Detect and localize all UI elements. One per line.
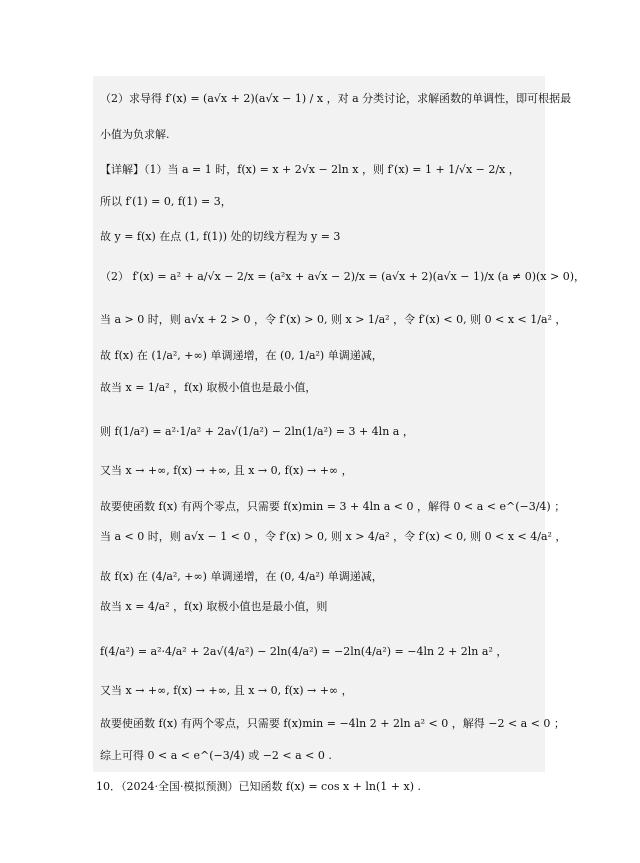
line-hint-part2: （2）求导得 f′(x) = (a√x + 2)(a√x − 1) / x ，对 a 分类讨论，求解函数的单调性，即可根据最 [100,92,572,105]
line-min-2: 故当 x = 4/a² ，f(x) 取极小值也是最小值，则 [100,600,328,613]
line-min-1: 故当 x = 1/a² ，f(x) 取极小值也是最小值， [100,381,317,394]
line-case-a-positive: 当 a > 0 时，则 a√x + 2 > 0 ，令 f′(x) > 0, 则 x > 1/a² ，令 f′(x) < 0, 则 0 < x < 1/a² ， [100,313,567,326]
question-10: 10．（2024·全国·模拟预测）已知函数 f(x) = cos x + ln(1 + x) . [96,780,421,793]
line-monotonic-2: 故 f(x) 在 (4/a², +∞) 单调递增，在 (0, 4/a²) 单调递减， [100,570,383,583]
line-limits-2: 又当 x → +∞, f(x) → +∞, 且 x → 0, f(x) → +∞ ， [100,684,353,697]
line-conclusion: 综上可得 0 < a < e^(−3/4) 或 −2 < a < 0 . [100,749,332,762]
line-min-value-1: 则 f(1/a²) = a²·1/a² + 2a√(1/a²) − 2ln(1/a²) = 3 + 4ln a ， [100,425,414,438]
line-zeros-1: 故要使函数 f(x) 有两个零点，只需要 f(x)min = 3 + 4ln a < 0 ，解得 0 < a < e^(−3/4) ； [100,500,566,513]
line-values: 所以 f′(1) = 0, f(1) = 3， [100,195,232,208]
solution-panel [93,76,545,772]
line-derivative: （2） f′(x) = a² + a/√x − 2/x = (a²x + a√x − 2)/x = (a√x + 2)(a√x − 1)/x (a ≠ 0)(x > 0)， [100,270,585,283]
line-limits-1: 又当 x → +∞, f(x) → +∞, 且 x → 0, f(x) → +∞ ， [100,464,353,477]
line-monotonic-1: 故 f(x) 在 (1/a², +∞) 单调递增，在 (0, 1/a²) 单调递减， [100,349,383,362]
line-tangent: 故 y = f(x) 在点 (1, f(1)) 处的切线方程为 y = 3 [100,230,341,243]
line-case-a-negative: 当 a < 0 时，则 a√x − 1 < 0 ，令 f′(x) > 0, 则 x > 4/a² ，令 f′(x) < 0, 则 0 < x < 4/a² ， [100,530,567,543]
line-detail-part1: 【详解】（1）当 a = 1 时，f(x) = x + 2√x − 2ln x ，则 f′(x) = 1 + 1/√x − 2/x ， [100,163,520,176]
line-zeros-2: 故要使函数 f(x) 有两个零点，只需要 f(x)min = −4ln 2 + 2ln a² < 0 ，解得 −2 < a < 0 ； [100,717,565,730]
line-hint-part2-cont: 小值为负求解. [100,128,170,141]
line-min-value-2: f(4/a²) = a²·4/a² + 2a√(4/a²) − 2ln(4/a²) = −2ln(4/a²) = −4ln 2 + 2ln a² ， [100,645,508,658]
